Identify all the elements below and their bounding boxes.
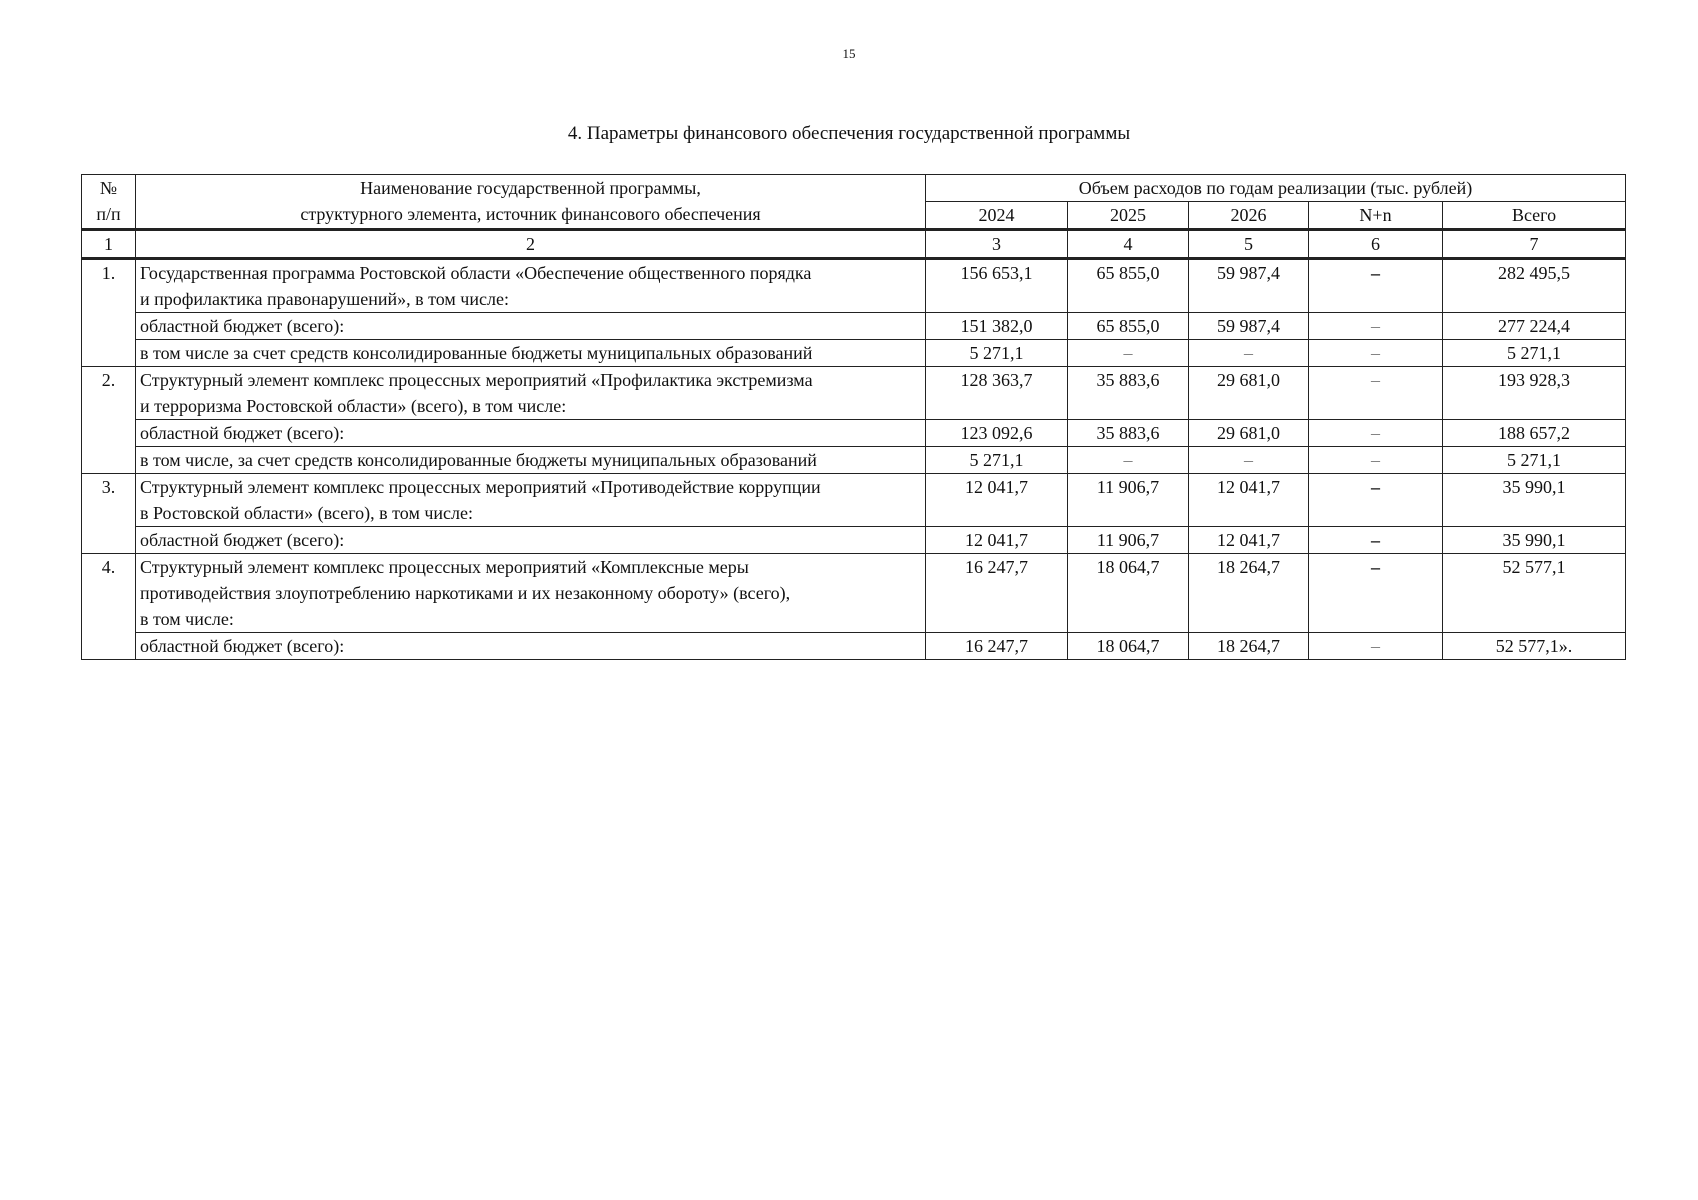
row-name [136, 367, 926, 420]
value-2025: 65 855,0 [1068, 313, 1189, 340]
row-name: областной бюджет (всего): [136, 633, 926, 660]
table-row [82, 554, 1626, 633]
value-total: 5 271,1 [1443, 447, 1626, 474]
value-2024: 5 271,1 [926, 447, 1068, 474]
row-name [136, 474, 926, 527]
column-number: 7 [1443, 230, 1626, 259]
value-total: 277 224,4 [1443, 313, 1626, 340]
value-total: 193 928,3 [1443, 367, 1626, 420]
value-2024: 151 382,0 [926, 313, 1068, 340]
value-2024: 128 363,7 [926, 367, 1068, 420]
column-number: 5 [1189, 230, 1309, 259]
value-nn: – [1309, 527, 1443, 554]
row-name-line: Структурный элемент комплекс процессных мероприятий «Профилактика экстремизма [140, 370, 813, 390]
value-2025: 35 883,6 [1068, 420, 1189, 447]
column-number: 6 [1309, 230, 1443, 259]
row-name-line: и профилактика правонарушений», в том числе: [140, 289, 509, 309]
column-number: 4 [1068, 230, 1189, 259]
value-2024: 16 247,7 [926, 554, 1068, 633]
row-number: 2. [82, 367, 136, 474]
value-2026: 18 264,7 [1189, 633, 1309, 660]
header-row-1 [82, 175, 1626, 202]
value-2026: 18 264,7 [1189, 554, 1309, 633]
value-2025: 18 064,7 [1068, 633, 1189, 660]
row-name-line: Структурный элемент комплекс процессных мероприятий «Комплексные меры [140, 557, 749, 577]
value-2026: 29 681,0 [1189, 367, 1309, 420]
value-nn: – [1309, 474, 1443, 527]
value-nn: – [1309, 259, 1443, 313]
row-name-line: Государственная программа Ростовской области «Обеспечение общественного порядка [140, 263, 812, 283]
row-name-line: противодействия злоупотреблению наркотиками и их незаконному обороту» (всего), [140, 583, 791, 603]
value-nn: – [1309, 447, 1443, 474]
value-2025: 18 064,7 [1068, 554, 1189, 633]
row-name-line: и терроризма Ростовской области» (всего), в том числе: [140, 396, 567, 416]
header-year-nn: N+n [1309, 202, 1443, 230]
value-2024: 12 041,7 [926, 527, 1068, 554]
header-col-name-line1: Наименование государственной программы, [360, 178, 701, 198]
row-name: областной бюджет (всего): [136, 313, 926, 340]
value-2025: 65 855,0 [1068, 259, 1189, 313]
table-row [82, 313, 1626, 340]
value-total: 35 990,1 [1443, 527, 1626, 554]
value-2024: 5 271,1 [926, 340, 1068, 367]
row-name: областной бюджет (всего): [136, 420, 926, 447]
value-total: 5 271,1 [1443, 340, 1626, 367]
value-2026: 29 681,0 [1189, 420, 1309, 447]
row-name-line: в Ростовской области» (всего), в том числе: [140, 503, 473, 523]
value-2025: 11 906,7 [1068, 474, 1189, 527]
table-row [82, 474, 1626, 527]
value-2026: 12 041,7 [1189, 474, 1309, 527]
column-number: 1 [82, 230, 136, 259]
value-2026: – [1189, 340, 1309, 367]
header-year-2026: 2026 [1189, 202, 1309, 230]
row-name: областной бюджет (всего): [136, 527, 926, 554]
value-total: 188 657,2 [1443, 420, 1626, 447]
row-name: в том числе за счет средств консолидированные бюджеты муниципальных образований [136, 340, 926, 367]
header-col-no [82, 175, 136, 230]
value-2025: – [1068, 447, 1189, 474]
row-number: 4. [82, 554, 136, 660]
value-nn: – [1309, 313, 1443, 340]
header-col-no-line2: п/п [96, 204, 121, 224]
table-row [82, 367, 1626, 420]
value-nn: – [1309, 420, 1443, 447]
row-number: 3. [82, 474, 136, 554]
table-row [82, 420, 1626, 447]
row-name-line: в том числе: [140, 609, 234, 629]
financing-table [81, 174, 1626, 660]
value-2024: 123 092,6 [926, 420, 1068, 447]
page-number: 15 [842, 46, 856, 61]
table-row [82, 633, 1626, 660]
header-col-no-line1: № [99, 178, 118, 198]
row-name [136, 554, 926, 633]
value-total: 52 577,1». [1443, 633, 1626, 660]
header-year-2025: 2025 [1068, 202, 1189, 230]
value-2026: 59 987,4 [1189, 313, 1309, 340]
header-col-name [136, 175, 926, 230]
value-total: 282 495,5 [1443, 259, 1626, 313]
value-2025: – [1068, 340, 1189, 367]
value-nn: – [1309, 367, 1443, 420]
header-col-name-line2: структурного элемента, источник финансового обеспечения [300, 204, 761, 224]
section-title: 4. Параметры финансового обеспечения государственной программы [567, 123, 1131, 144]
value-2026: 59 987,4 [1189, 259, 1309, 313]
value-nn: – [1309, 340, 1443, 367]
value-nn: – [1309, 633, 1443, 660]
value-2024: 16 247,7 [926, 633, 1068, 660]
table-row [82, 259, 1626, 313]
table-row [82, 527, 1626, 554]
value-total: 35 990,1 [1443, 474, 1626, 527]
header-column-numbers [82, 230, 1626, 259]
column-number: 3 [926, 230, 1068, 259]
value-2025: 11 906,7 [1068, 527, 1189, 554]
value-2026: – [1189, 447, 1309, 474]
row-number: 1. [82, 259, 136, 367]
row-name-line: Структурный элемент комплекс процессных мероприятий «Противодействие коррупции [140, 477, 821, 497]
value-2024: 156 653,1 [926, 259, 1068, 313]
table-row [82, 447, 1626, 474]
header-col-volume: Объем расходов по годам реализации (тыс. рублей) [926, 175, 1626, 202]
value-2026: 12 041,7 [1189, 527, 1309, 554]
value-total: 52 577,1 [1443, 554, 1626, 633]
value-2025: 35 883,6 [1068, 367, 1189, 420]
header-year-2024: 2024 [926, 202, 1068, 230]
table-row [82, 340, 1626, 367]
value-2024: 12 041,7 [926, 474, 1068, 527]
column-number: 2 [136, 230, 926, 259]
row-name: в том числе, за счет средств консолидированные бюджеты муниципальных образований [136, 447, 926, 474]
value-nn: – [1309, 554, 1443, 633]
header-total: Всего [1443, 202, 1626, 230]
row-name [136, 259, 926, 313]
